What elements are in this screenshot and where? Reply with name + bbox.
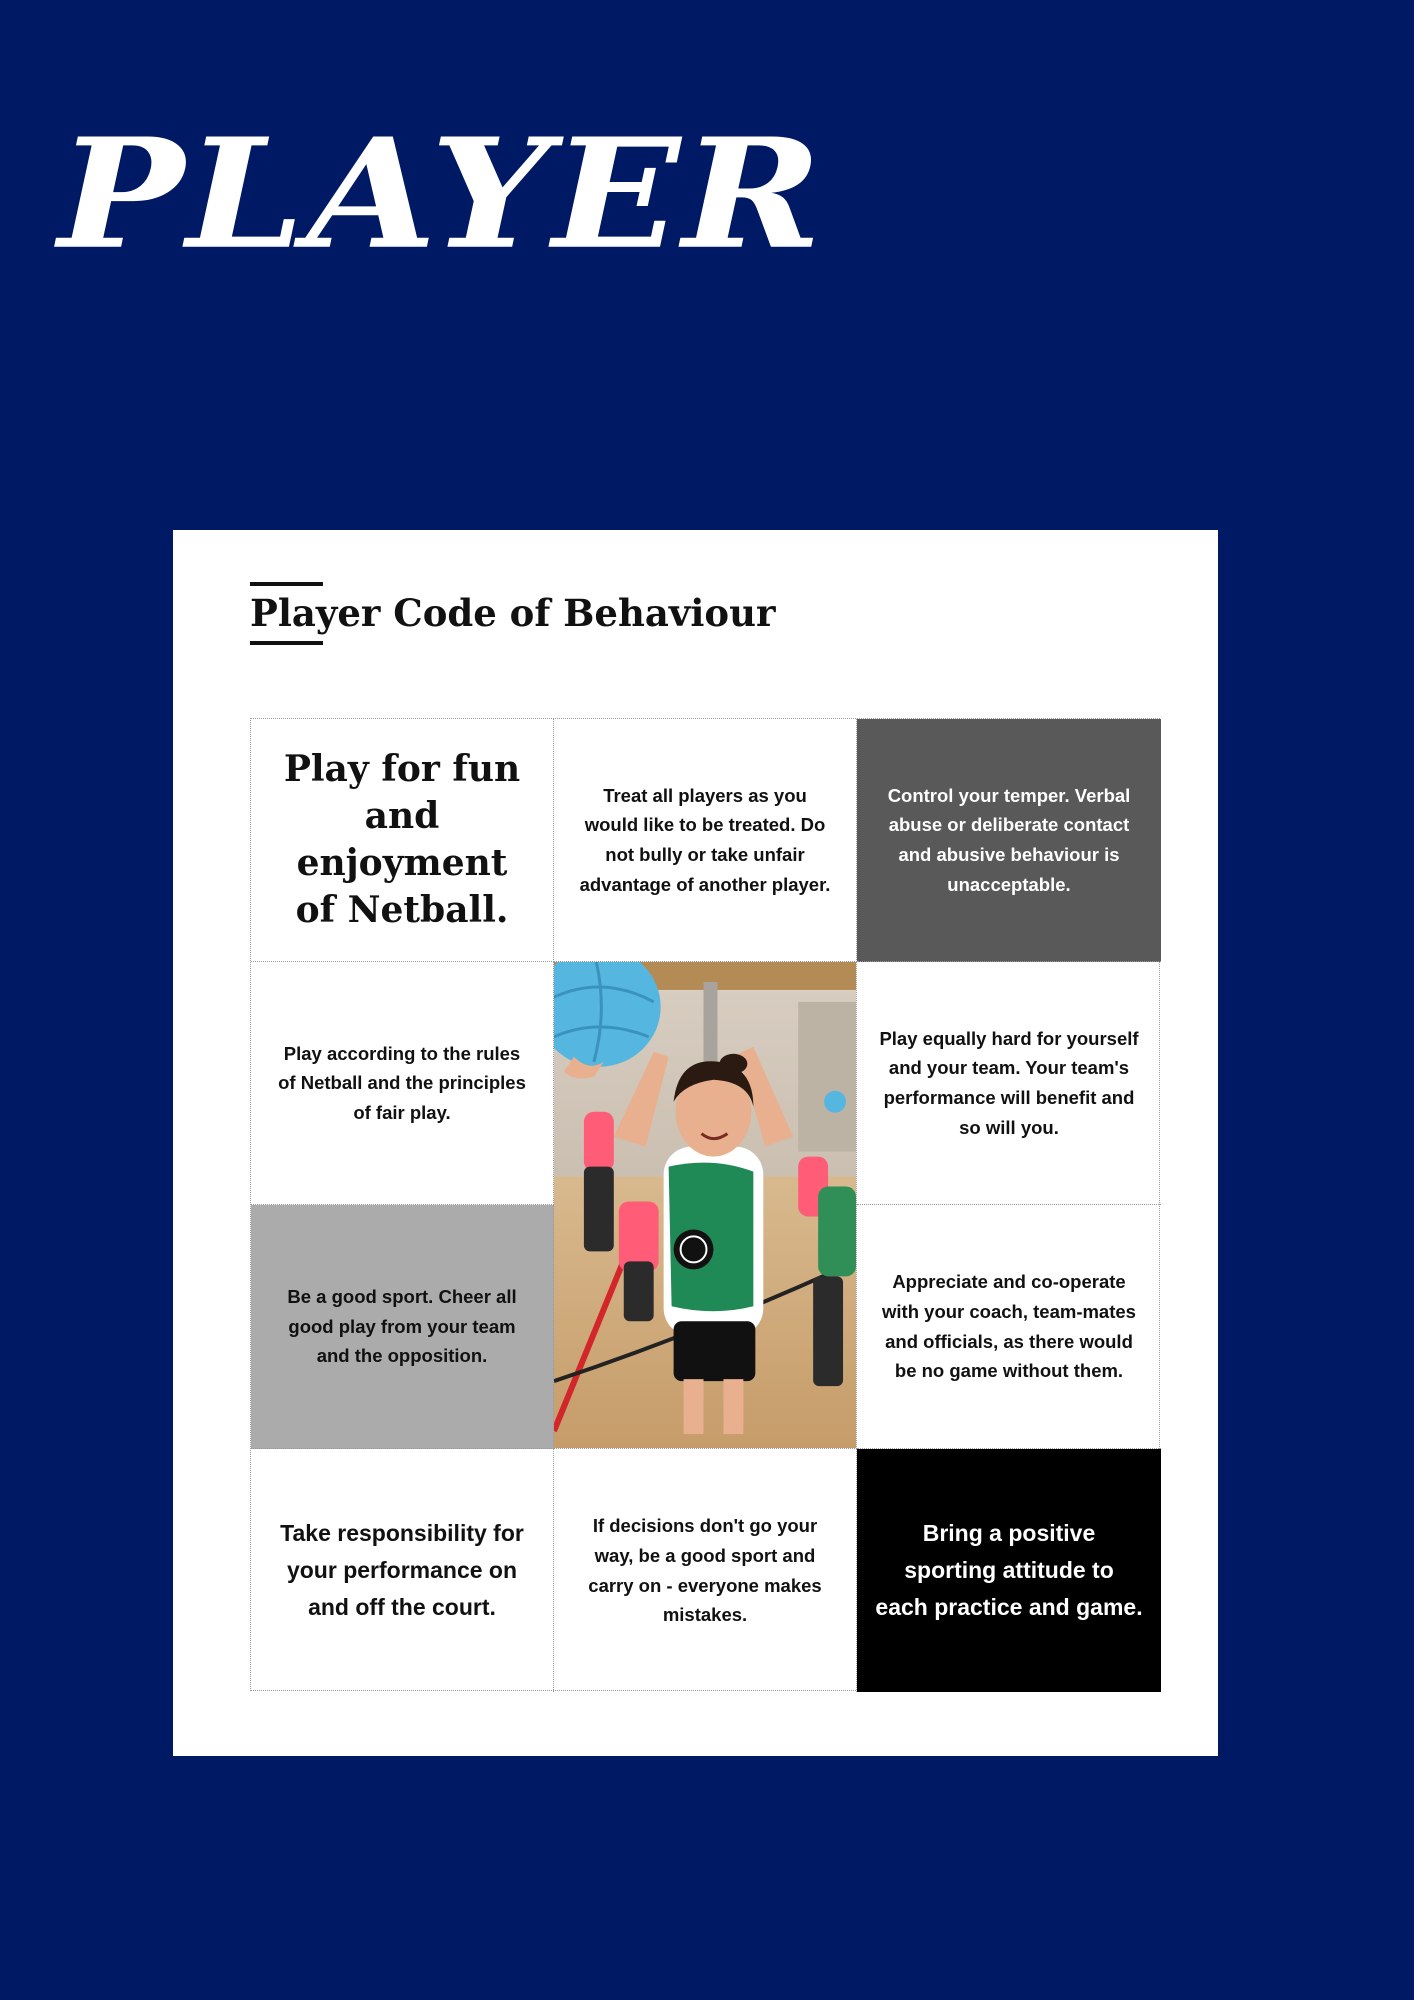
behaviour-cell-control-temper: Control your temper. Verbal abuse or deliberate contact and abusive behaviour is unacceptable.: [857, 719, 1161, 962]
behaviour-cell-play-equally-hard: Play equally hard for yourself and your team. Your team's performance will benefit and so will you.: [857, 962, 1161, 1205]
behaviour-cell-decisions: If decisions don't go your way, be a good sport and carry on - everyone makes mistakes.: [554, 1449, 857, 1692]
code-of-behaviour-poster: [173, 530, 1218, 1756]
netball-player-photo: [554, 962, 857, 1449]
behaviour-cell-take-responsibility: Take responsibility for your performance on and off the court.: [251, 1449, 554, 1692]
behaviour-grid: [250, 718, 1160, 1691]
heading-rule-top: [250, 582, 323, 586]
behaviour-cell-play-for-fun: Play for fun and enjoyment of Netball.: [251, 719, 554, 962]
poster-heading: [250, 582, 775, 645]
page-title: PLAYER: [58, 104, 825, 283]
behaviour-cell-good-sport: Be a good sport. Cheer all good play from your team and the opposition.: [251, 1205, 554, 1449]
behaviour-cell-appreciate-coach: Appreciate and co-operate with your coach, team-mates and officials, as there would be no game without them.: [857, 1205, 1161, 1449]
behaviour-cell-treat-players: Treat all players as you would like to be treated. Do not bully or take unfair advantage of another player.: [554, 719, 857, 962]
heading-rule-bottom: [250, 641, 323, 645]
poster-heading-text: Player Code of Behaviour: [250, 591, 776, 635]
behaviour-cell-positive-attitude: Bring a positive sporting attitude to each practice and game.: [857, 1449, 1161, 1692]
netball-player-photo-icon: [554, 962, 856, 1448]
behaviour-cell-play-by-rules: Play according to the rules of Netball and the principles of fair play.: [251, 962, 554, 1205]
